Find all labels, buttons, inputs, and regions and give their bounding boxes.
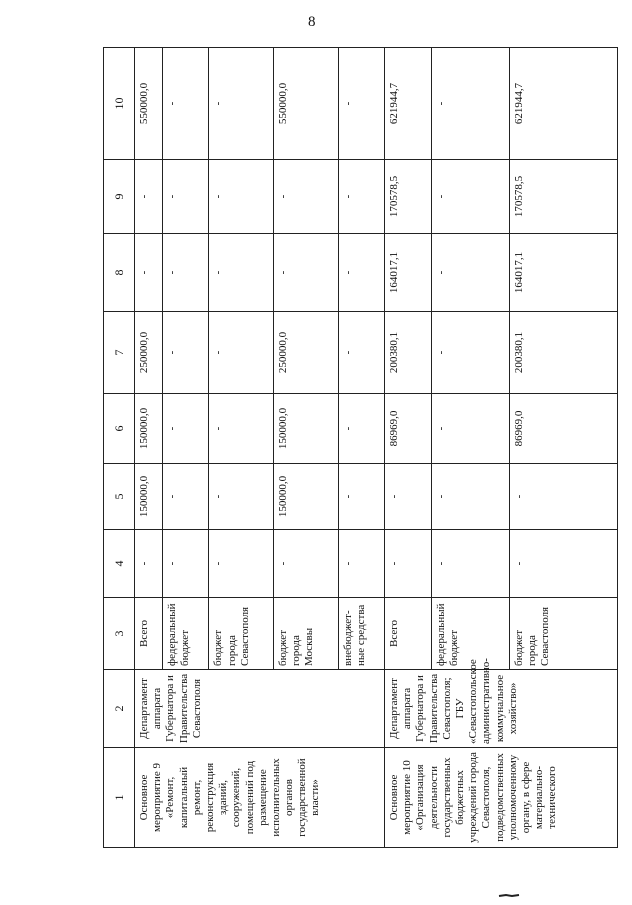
table-row bbox=[135, 48, 163, 848]
executor-name: Департамент аппарата Губернатора и Правительства Севастополя bbox=[135, 670, 385, 748]
value-cell: - bbox=[209, 312, 274, 394]
funding-source: бюджет города Севастополя bbox=[509, 598, 617, 670]
value-cell: - bbox=[163, 394, 209, 464]
header-cell: 5 bbox=[104, 464, 135, 530]
funding-source: бюджет города Севастополя bbox=[209, 598, 274, 670]
value-cell: - bbox=[209, 464, 274, 530]
header-cell: 10 bbox=[104, 48, 135, 160]
funding-source: Всего bbox=[385, 598, 432, 670]
value-cell: - bbox=[163, 234, 209, 312]
value-cell: 170578,5 bbox=[509, 160, 617, 234]
header-row bbox=[104, 48, 135, 848]
value-cell: - bbox=[135, 530, 163, 598]
value-cell: 621944,7 bbox=[509, 48, 617, 160]
header-cell: 4 bbox=[104, 530, 135, 598]
executor-name: Департамент аппарата Губернатора и Правительства Севастополя; ГБУ «Севастопольское административно-коммунальное хозяйство» bbox=[385, 670, 618, 748]
value-cell: 550000,0 bbox=[135, 48, 163, 160]
value-cell: 86969,0 bbox=[385, 394, 432, 464]
rotated-table-container bbox=[103, 48, 618, 848]
value-cell: 621944,7 bbox=[385, 48, 432, 160]
value-cell: 164017,1 bbox=[385, 234, 432, 312]
value-cell: - bbox=[274, 160, 339, 234]
value-cell: - bbox=[338, 464, 384, 530]
value-cell: - bbox=[338, 394, 384, 464]
value-cell: - bbox=[163, 464, 209, 530]
value-cell: - bbox=[432, 464, 510, 530]
header-cell: 3 bbox=[104, 598, 135, 670]
value-cell: - bbox=[432, 394, 510, 464]
funding-source: федеральный бюджет bbox=[163, 598, 209, 670]
value-cell: - bbox=[209, 394, 274, 464]
header-cell: 8 bbox=[104, 234, 135, 312]
funding-source: внебюджет-ные средства bbox=[338, 598, 384, 670]
value-cell: - bbox=[338, 234, 384, 312]
value-cell: - bbox=[209, 160, 274, 234]
funding-source: бюджет города Москвы bbox=[274, 598, 339, 670]
value-cell: 150000,0 bbox=[135, 394, 163, 464]
value-cell: - bbox=[432, 312, 510, 394]
value-cell: 150000,0 bbox=[135, 464, 163, 530]
value-cell: - bbox=[209, 530, 274, 598]
value-cell: 86969,0 bbox=[509, 394, 617, 464]
header-cell: 1 bbox=[104, 748, 135, 848]
program-table bbox=[103, 47, 618, 848]
value-cell: - bbox=[274, 530, 339, 598]
header-cell: 2 bbox=[104, 670, 135, 748]
value-cell: - bbox=[209, 234, 274, 312]
value-cell: - bbox=[338, 312, 384, 394]
scan-mark bbox=[498, 893, 520, 898]
value-cell: - bbox=[163, 160, 209, 234]
value-cell: 150000,0 bbox=[274, 394, 339, 464]
value-cell: - bbox=[135, 160, 163, 234]
value-cell: 200380,1 bbox=[509, 312, 617, 394]
value-cell: - bbox=[274, 234, 339, 312]
header-cell: 7 bbox=[104, 312, 135, 394]
funding-source: Всего bbox=[135, 598, 163, 670]
value-cell: - bbox=[432, 530, 510, 598]
header-cell: 9 bbox=[104, 160, 135, 234]
value-cell: 550000,0 bbox=[274, 48, 339, 160]
value-cell: 164017,1 bbox=[509, 234, 617, 312]
value-cell: - bbox=[209, 48, 274, 160]
value-cell: 150000,0 bbox=[274, 464, 339, 530]
value-cell: - bbox=[163, 530, 209, 598]
value-cell: - bbox=[163, 48, 209, 160]
value-cell: - bbox=[385, 464, 432, 530]
table-row bbox=[385, 48, 432, 848]
value-cell: - bbox=[432, 160, 510, 234]
value-cell: - bbox=[338, 160, 384, 234]
value-cell: - bbox=[338, 530, 384, 598]
value-cell: 200380,1 bbox=[385, 312, 432, 394]
value-cell: - bbox=[163, 312, 209, 394]
value-cell: - bbox=[432, 48, 510, 160]
header-cell: 6 bbox=[104, 394, 135, 464]
measure-name: Основное мероприятие 9 «Ремонт, капитальный ремонт, реконструкция зданий, сооружений, помещений под размещение исполнительных органов государственной власти» bbox=[135, 748, 385, 848]
value-cell: - bbox=[338, 48, 384, 160]
measure-name: Основное мероприятие 10 «Организация деятельности государственных бюджетных учреждений города Севастополя, подведомственных уполномоченному органу, в сфере материально-технического bbox=[385, 748, 618, 848]
funding-source: федеральный бюджет bbox=[432, 598, 510, 670]
value-cell: - bbox=[135, 234, 163, 312]
value-cell: - bbox=[509, 464, 617, 530]
value-cell: 250000,0 bbox=[274, 312, 339, 394]
value-cell: 250000,0 bbox=[135, 312, 163, 394]
value-cell: - bbox=[509, 530, 617, 598]
value-cell: - bbox=[432, 234, 510, 312]
value-cell: - bbox=[385, 530, 432, 598]
value-cell: 170578,5 bbox=[385, 160, 432, 234]
page-number: 8 bbox=[308, 14, 316, 30]
